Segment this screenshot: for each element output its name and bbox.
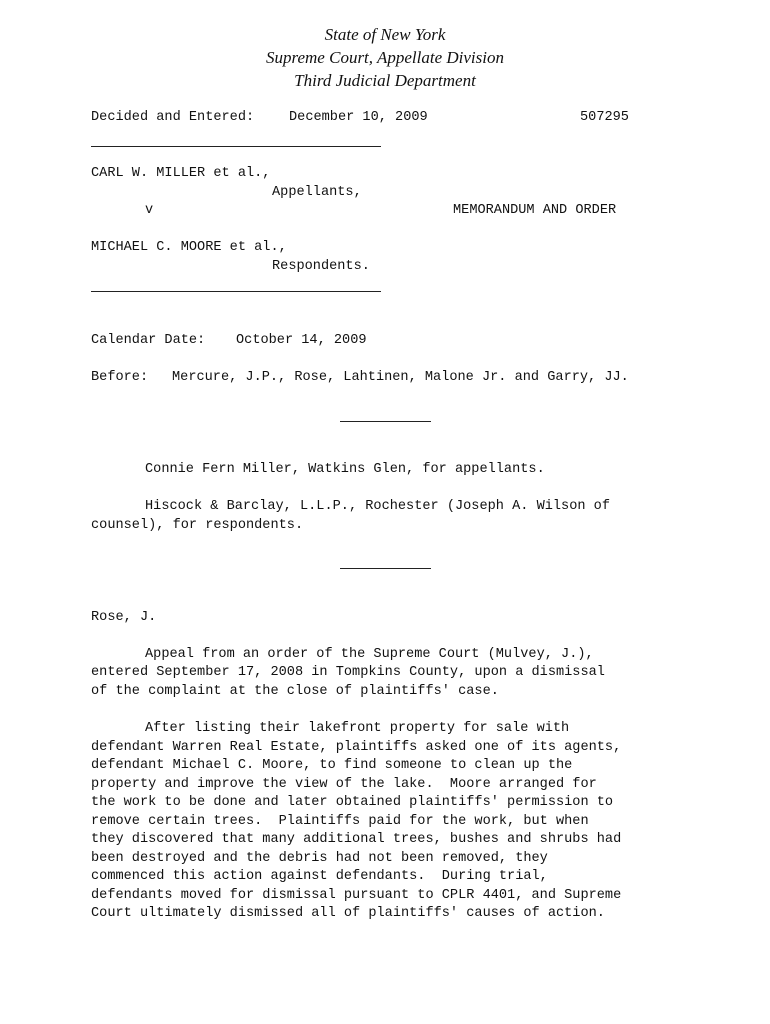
docket-number: 507295 bbox=[580, 110, 629, 125]
calendar-label: Calendar Date: bbox=[91, 333, 206, 348]
opinion-author: Rose, J. bbox=[91, 610, 157, 625]
appellants-counsel: Connie Fern Miller, Watkins Glen, for appellants. bbox=[145, 462, 545, 477]
respondent-name: MICHAEL C. MOORE et al., bbox=[91, 240, 287, 255]
paragraph-1-line: of the complaint at the close of plaintiffs' case. bbox=[91, 684, 499, 699]
paragraph-2-line: defendant Michael C. Moore, to find someone to clean up the bbox=[91, 758, 573, 773]
appellant-role: Appellants, bbox=[272, 185, 362, 200]
paragraph-2-line: been destroyed and the debris had not been removed, they bbox=[91, 851, 548, 866]
court-heading: Supreme Court, Appellate Division bbox=[266, 48, 504, 67]
paragraph-2-line: property and improve the view of the lake. Moore arranged for bbox=[91, 777, 597, 792]
paragraph-2-line: commenced this action against defendants. During trial, bbox=[91, 869, 548, 884]
paragraph-2-line: defendants moved for dismissal pursuant to CPLR 4401, and Supreme bbox=[91, 888, 622, 903]
caption-bottom-rule bbox=[91, 291, 381, 292]
state-heading: State of New York bbox=[324, 25, 446, 44]
paragraph-2-line: defendant Warren Real Estate, plaintiffs asked one of its agents, bbox=[91, 740, 622, 755]
decided-date: December 10, 2009 bbox=[289, 110, 428, 125]
before-label: Before: bbox=[91, 370, 149, 385]
caption-top-rule bbox=[91, 146, 381, 147]
justices-list: Mercure, J.P., Rose, Lahtinen, Malone Jr. and Garry, JJ. bbox=[172, 370, 629, 385]
paragraph-2-line: the work to be done and later obtained plaintiffs' permission to bbox=[91, 795, 614, 810]
paragraph-2-line: After listing their lakefront property for sale with bbox=[145, 721, 570, 736]
paragraph-2-line: remove certain trees. Plaintiffs paid for the work, but when bbox=[91, 814, 589, 829]
versus-label: v bbox=[145, 203, 154, 218]
appellant-name: CARL W. MILLER et al., bbox=[91, 166, 271, 181]
paragraph-2-line: they discovered that many additional trees, bushes and shrubs had bbox=[91, 832, 622, 847]
department-heading: Third Judicial Department bbox=[294, 71, 476, 90]
section-divider-2 bbox=[340, 568, 431, 569]
paragraph-1-line: entered September 17, 2008 in Tompkins County, upon a dismissal bbox=[91, 665, 605, 680]
respondents-counsel-line-1: Hiscock & Barclay, L.L.P., Rochester (Joseph A. Wilson of bbox=[145, 499, 610, 514]
respondent-role: Respondents. bbox=[272, 259, 370, 274]
calendar-date: October 14, 2009 bbox=[236, 333, 367, 348]
respondents-counsel-line-2: counsel), for respondents. bbox=[91, 518, 304, 533]
paragraph-1-line: Appeal from an order of the Supreme Court (Mulvey, J.), bbox=[145, 647, 594, 662]
decided-label: Decided and Entered: bbox=[91, 110, 255, 125]
paragraph-2-line: Court ultimately dismissed all of plaintiffs' causes of action. bbox=[91, 906, 605, 921]
section-divider-1 bbox=[340, 421, 431, 422]
order-type: MEMORANDUM AND ORDER bbox=[453, 203, 617, 218]
